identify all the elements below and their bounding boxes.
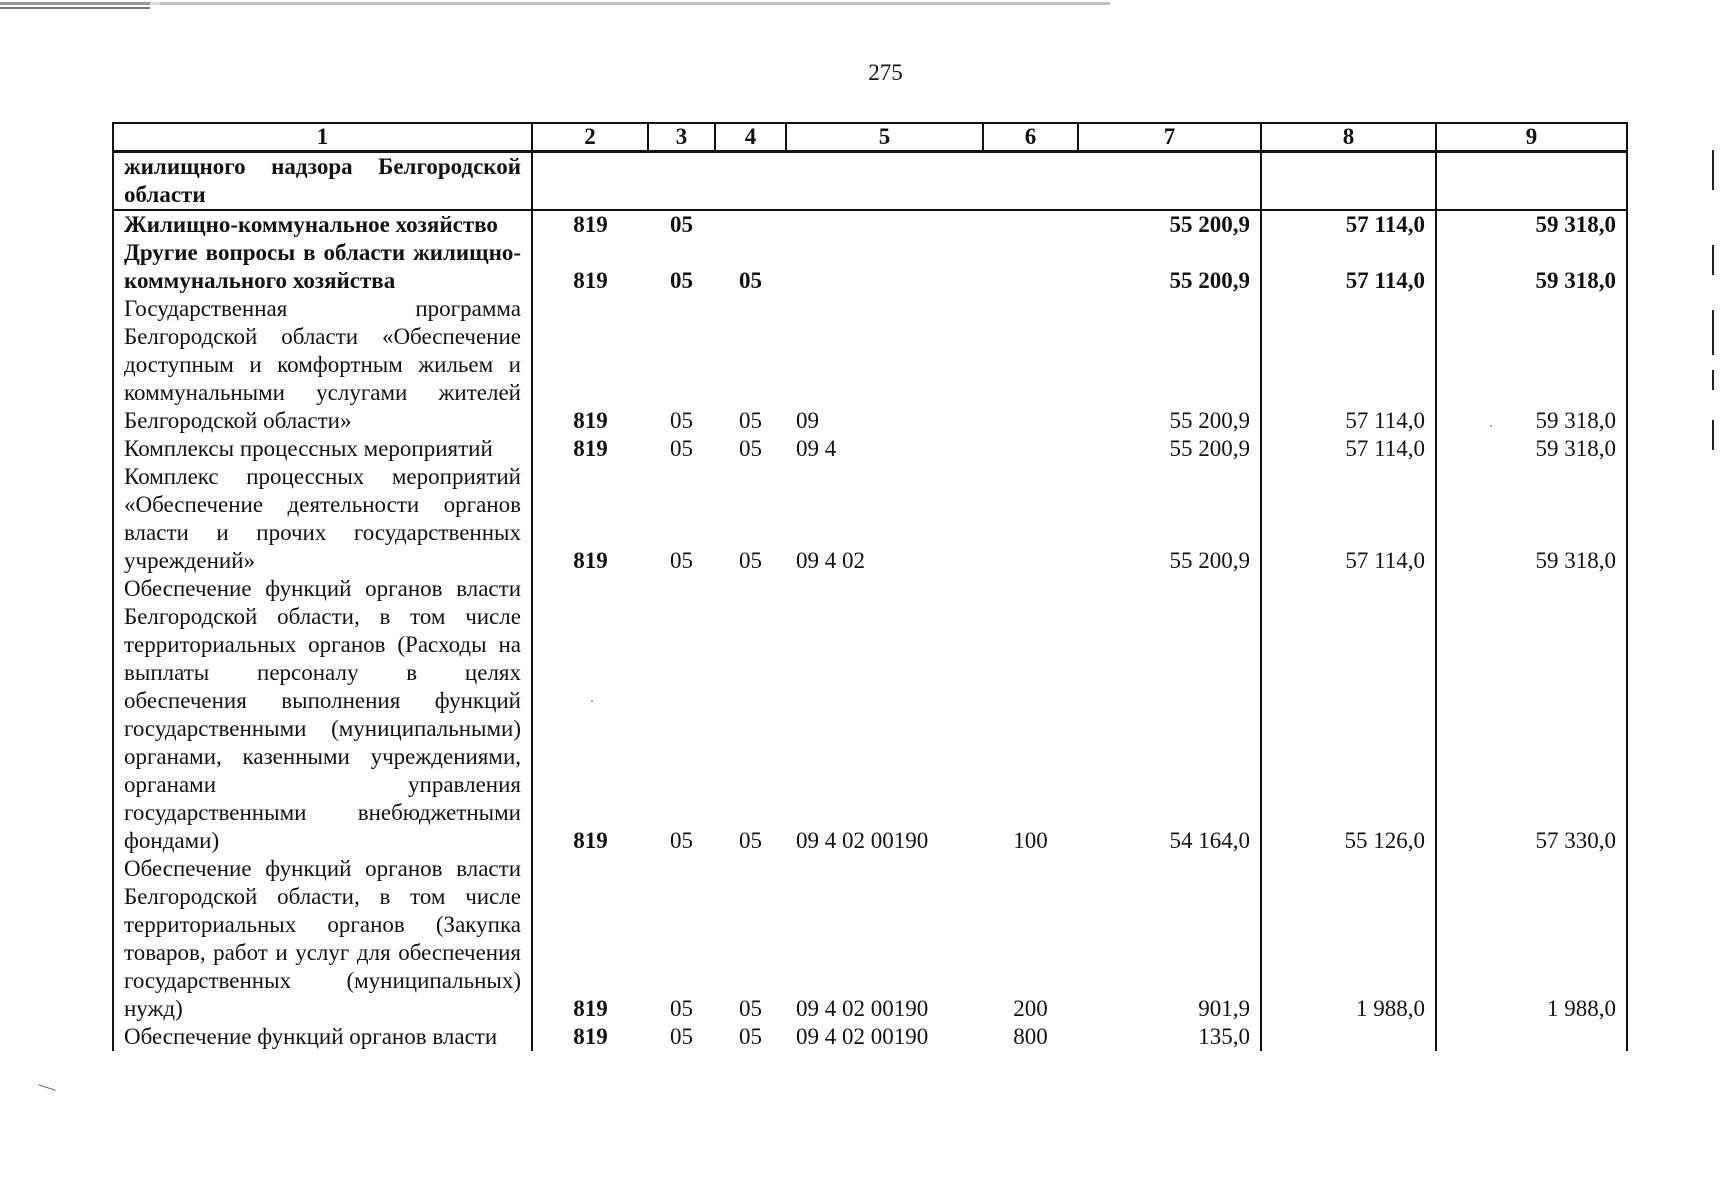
scan-edge-mark <box>1712 150 1714 190</box>
cell-target-article <box>786 152 983 211</box>
cell-expense-type <box>983 152 1078 211</box>
cell-ministry-code: 819 <box>573 548 608 573</box>
cell-expense-type: 800 <box>1013 1024 1048 1049</box>
cell-amount-year2: 57 114,0 <box>1261 210 1436 239</box>
column-header: 3 <box>648 123 715 152</box>
cell-subsection-code: 05 <box>739 268 762 293</box>
cell-subsection-code <box>715 152 786 211</box>
scan-top-rule <box>0 2 1110 5</box>
cell-amount-year2 <box>1261 152 1436 211</box>
cell-expense-type <box>983 463 1078 575</box>
cell-amount-year1: 55 200,9 <box>1078 435 1261 463</box>
table-body <box>113 152 1627 1052</box>
cell-ministry-code <box>532 152 648 211</box>
table-row <box>113 1023 1627 1051</box>
cell-subsection-code: 05 <box>739 436 762 461</box>
cell-subsection-code: 05 <box>739 548 762 573</box>
column-header: 6 <box>983 123 1078 152</box>
cell-amount-year1: 55 200,9 <box>1078 463 1261 575</box>
cell-name: Обеспечение функций органов власти Белгородской области, в том числе территориальных органов (Расходы на выплаты персоналу в целях обеспечения выполнения функций государственными (муниципальными) органами, казенными учреждениями, органами управления государственными внебюджетными фондами) <box>113 575 532 855</box>
cell-target-article <box>786 210 983 239</box>
cell-name: Другие вопросы в области жилищно-коммунального хозяйства <box>113 239 532 295</box>
table-row <box>113 855 1627 1023</box>
cell-amount-year3: 59 318,0 <box>1436 239 1627 295</box>
cell-name: жилищного надзора Белгородской области <box>113 152 532 211</box>
cell-amount-year2: 57 114,0 <box>1261 435 1436 463</box>
cell-amount-year2: 55 126,0 <box>1261 575 1436 855</box>
cell-target-article: 09 4 02 00190 <box>796 996 929 1021</box>
cell-name: Комплексы процессных мероприятий <box>113 435 532 463</box>
column-header: 2 <box>532 123 648 152</box>
cell-expense-type <box>983 239 1078 295</box>
cell-section-code: 05 <box>670 548 693 573</box>
cell-ministry-code: 819 <box>573 996 608 1021</box>
table-row <box>113 152 1627 211</box>
cell-amount-year1: 55 200,9 <box>1078 210 1261 239</box>
cell-section-code: 05 <box>670 212 693 237</box>
table-row <box>113 295 1627 435</box>
cell-name: Жилищно-коммунальное хозяйство <box>113 210 532 239</box>
column-header: 5 <box>786 123 983 152</box>
cell-section-code <box>648 152 715 211</box>
cell-expense-type: 100 <box>1013 828 1048 853</box>
cell-ministry-code: 819 <box>573 408 608 433</box>
cell-amount-year1 <box>1078 152 1261 211</box>
cell-section-code: 05 <box>670 436 693 461</box>
cell-name: Государственная программа Белгородской области «Обеспечение доступным и комфортным жильем и коммунальными услугами жителей Белгородской области» <box>113 295 532 435</box>
column-header: 8 <box>1261 123 1436 152</box>
cell-section-code: 05 <box>670 1024 693 1049</box>
table-header-row <box>113 123 1627 152</box>
cell-subsection-code: 05 <box>739 828 762 853</box>
cell-expense-type <box>983 295 1078 435</box>
scan-edge-mark <box>1712 245 1714 275</box>
page-number: 275 <box>868 60 903 85</box>
cell-amount-year3: 59 318,0 <box>1436 210 1627 239</box>
cell-amount-year3: 1 988,0 <box>1436 855 1627 1023</box>
cell-amount-year1: 55 200,9 <box>1078 239 1261 295</box>
cell-name: Обеспечение функций органов власти <box>113 1023 532 1051</box>
cell-amount-year3: 59 318,0 <box>1436 435 1627 463</box>
cell-subsection-code: 05 <box>739 996 762 1021</box>
cell-expense-type <box>983 210 1078 239</box>
cell-amount-year2 <box>1261 1023 1436 1051</box>
scan-top-rule-short <box>0 7 150 9</box>
scan-margin-mark <box>38 1084 55 1091</box>
table-row <box>113 435 1627 463</box>
column-header: 7 <box>1078 123 1261 152</box>
cell-name: Обеспечение функций органов власти Белгородской области, в том числе территориальных органов (Закупка товаров, работ и услуг для обеспечения государственных (муниципальных) нужд) <box>113 855 532 1023</box>
cell-target-article: 09 4 02 <box>796 548 865 573</box>
cell-amount-year3: 57 330,0 <box>1436 575 1627 855</box>
cell-target-article: 09 <box>796 408 819 433</box>
cell-name: Комплекс процессных мероприятий «Обеспечение деятельности органов власти и прочих государственных учреждений» <box>113 463 532 575</box>
cell-section-code: 05 <box>670 996 693 1021</box>
cell-target-article: 09 4 <box>796 436 837 461</box>
cell-amount-year1: 54 164,0 <box>1078 575 1261 855</box>
scan-edge-mark <box>1712 420 1714 450</box>
cell-section-code: 05 <box>670 408 693 433</box>
cell-ministry-code: 819 <box>573 828 608 853</box>
cell-ministry-code: 819 <box>573 268 608 293</box>
cell-amount-year2: 57 114,0 <box>1261 239 1436 295</box>
cell-amount-year3 <box>1436 152 1627 211</box>
budget-table <box>112 122 1628 1051</box>
column-header: 9 <box>1436 123 1627 152</box>
cell-section-code: 05 <box>670 268 693 293</box>
table-row <box>113 210 1627 239</box>
cell-subsection-code: 05 <box>739 408 762 433</box>
cell-amount-year2: 57 114,0 <box>1261 295 1436 435</box>
cell-amount-year2: 1 988,0 <box>1261 855 1436 1023</box>
cell-target-article: 09 4 02 00190 <box>796 1024 929 1049</box>
cell-ministry-code: 819 <box>573 1024 608 1049</box>
cell-target-article: 09 4 02 00190 <box>796 828 929 853</box>
table-row <box>113 239 1627 295</box>
cell-amount-year3: 59 318,0 <box>1436 295 1627 435</box>
cell-expense-type <box>983 435 1078 463</box>
budget-table-container <box>112 122 1626 1111</box>
cell-subsection-code <box>715 210 786 239</box>
cell-section-code: 05 <box>670 828 693 853</box>
cell-amount-year3 <box>1436 1023 1627 1051</box>
scan-edge-mark <box>1712 370 1714 390</box>
column-header: 4 <box>715 123 786 152</box>
cell-ministry-code: 819 <box>573 212 608 237</box>
column-header: 1 <box>113 123 532 152</box>
cell-amount-year2: 57 114,0 <box>1261 463 1436 575</box>
cell-amount-year1: 135,0 <box>1078 1023 1261 1051</box>
cell-expense-type: 200 <box>1013 996 1048 1021</box>
table-row <box>113 575 1627 855</box>
scan-edge-mark <box>1712 310 1714 355</box>
table-row <box>113 463 1627 575</box>
cell-amount-year1: 55 200,9 <box>1078 295 1261 435</box>
cell-ministry-code: 819 <box>573 436 608 461</box>
cell-target-article <box>786 239 983 295</box>
cell-subsection-code: 05 <box>739 1024 762 1049</box>
cell-amount-year1: 901,9 <box>1078 855 1261 1023</box>
cell-amount-year3: 59 318,0 <box>1436 463 1627 575</box>
